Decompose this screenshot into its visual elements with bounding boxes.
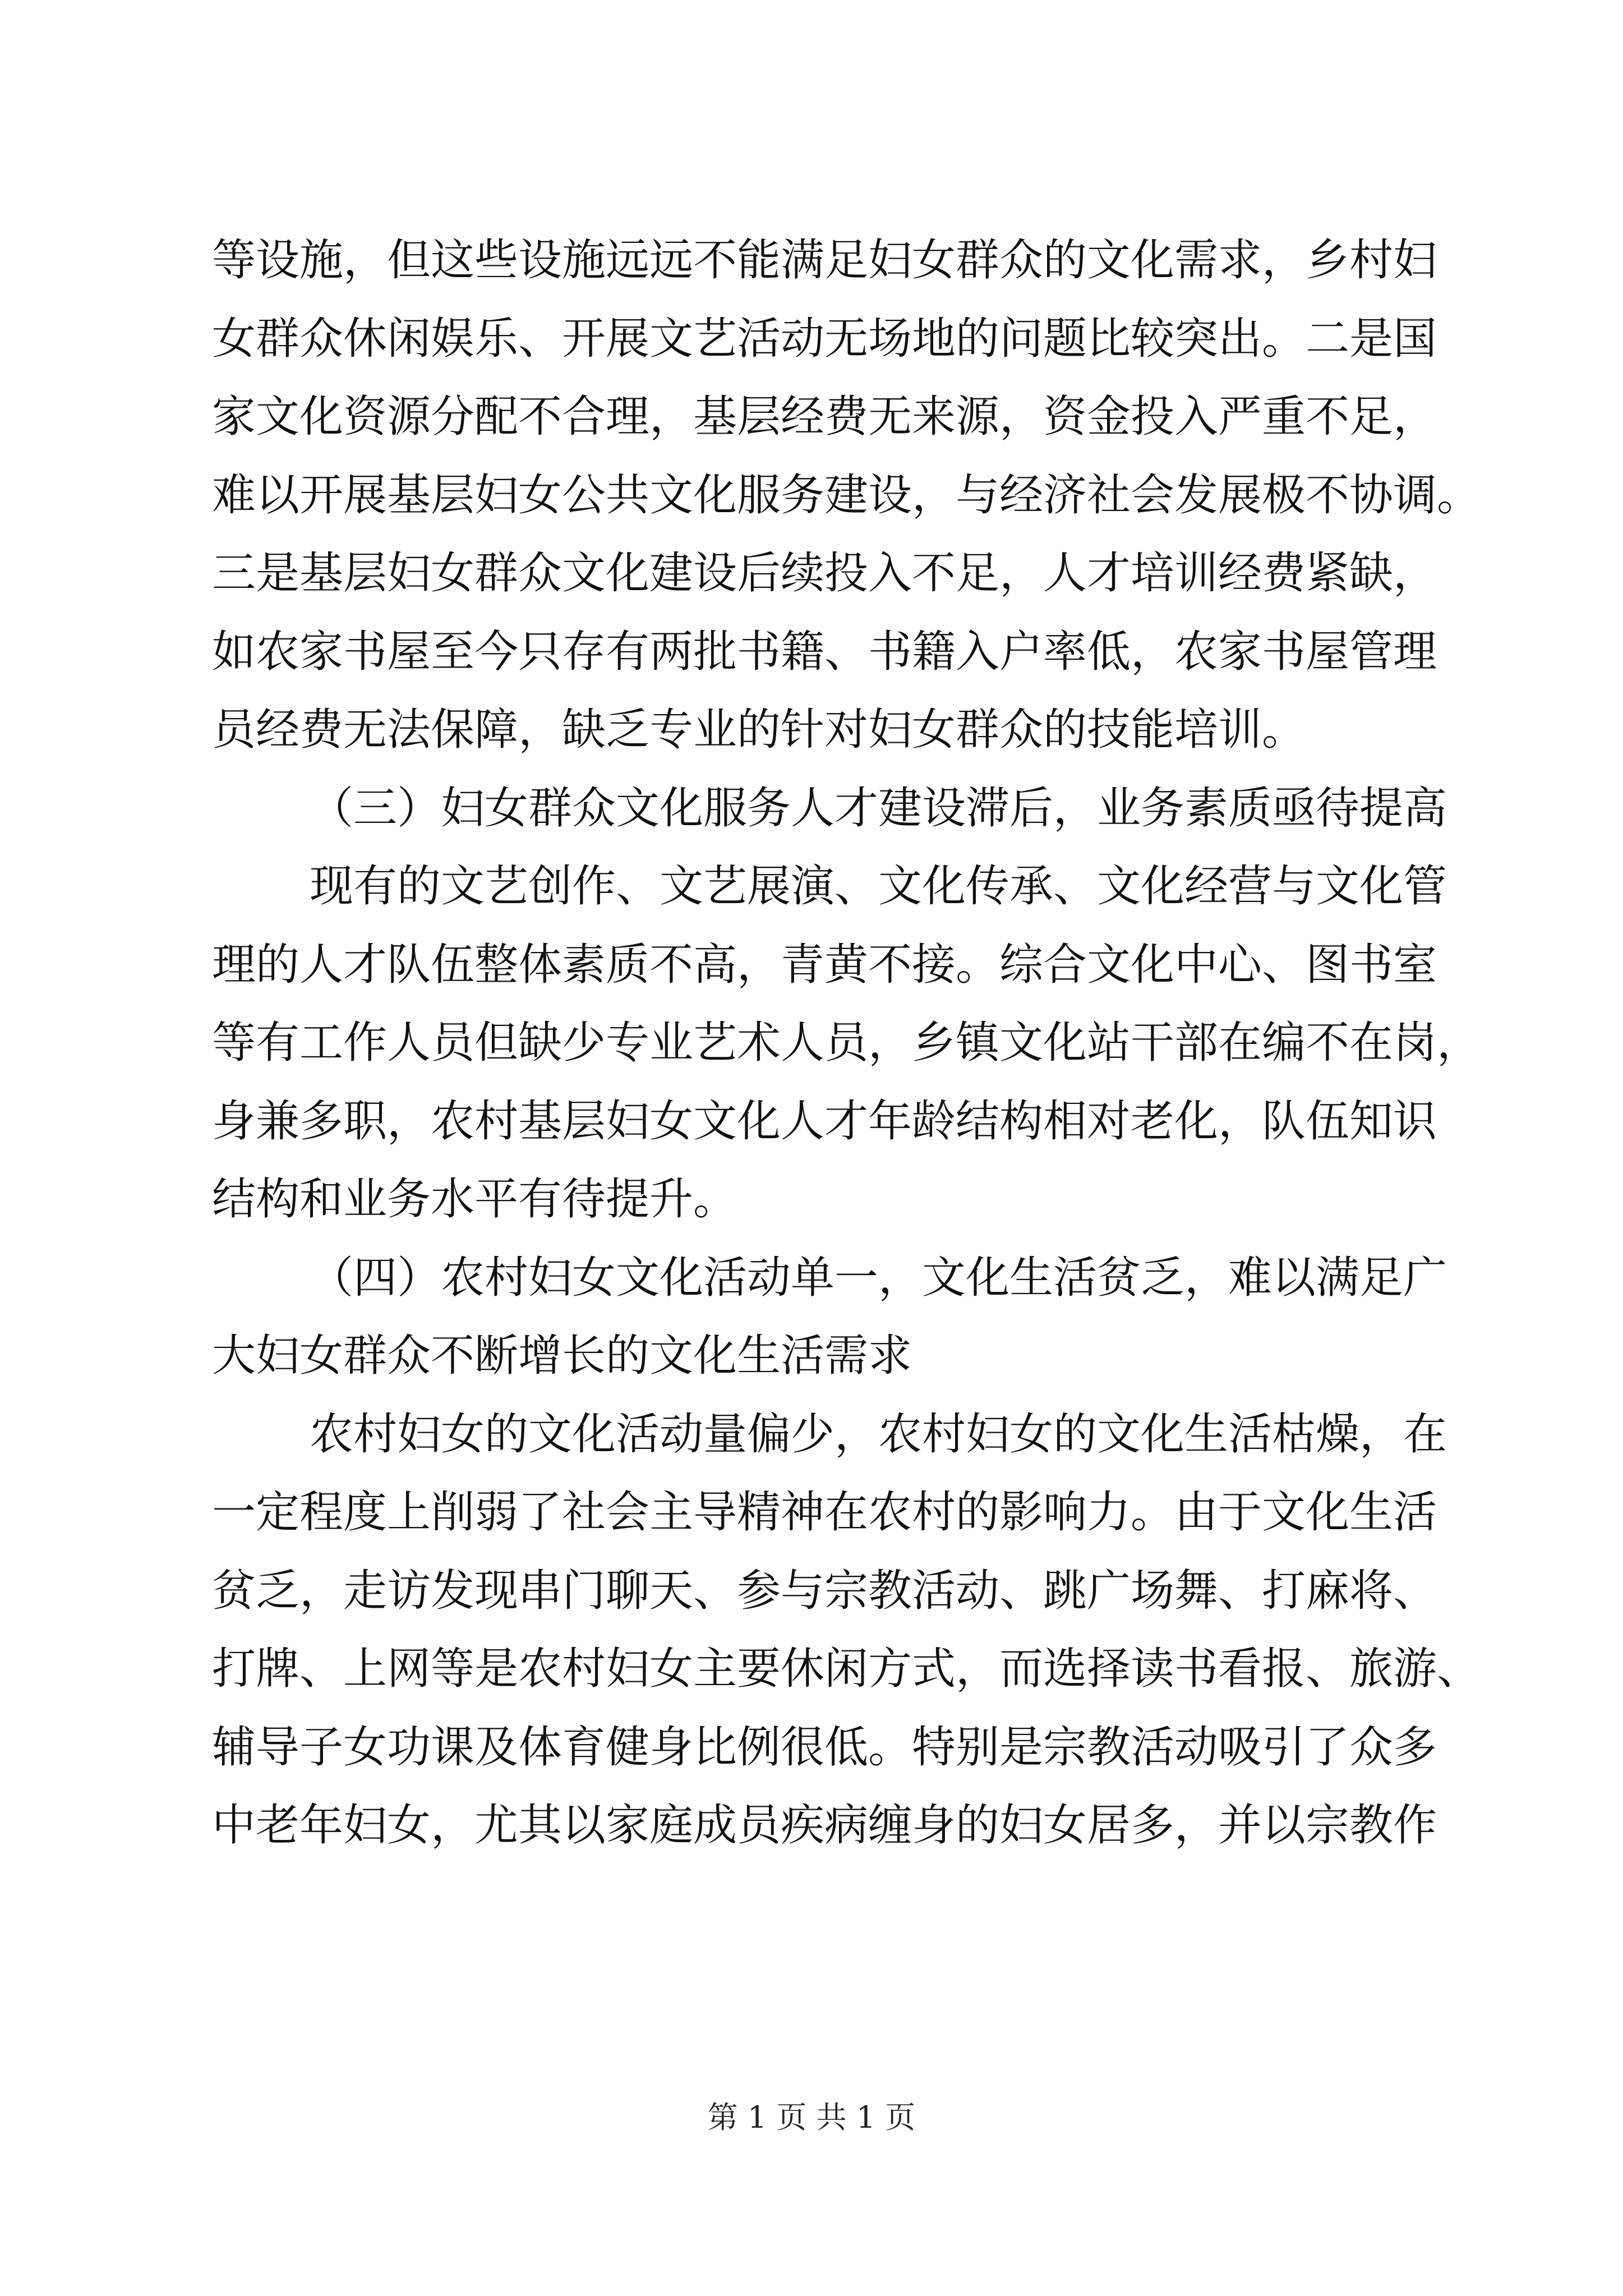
text-line: 理的人才队伍整体素质不高，青黄不接。综合文化中心、图书室 [212,939,1437,990]
text-line: 三是基层妇女群众文化建设后续投入不足，人才培训经费紧缺， [212,548,1437,599]
text-line: 等有工作人员但缺少专业艺术人员，乡镇文化站干部在编不在岗， [212,1018,1481,1068]
text-line: 结构和业务水平有待提升。 [212,1174,737,1225]
section-heading-3 [212,770,1447,848]
paragraph-facilities [212,222,1481,770]
document-body [212,222,1481,1865]
heading-line: （三）妇女群众文化服务人才建设滞后，业务素质亟待提高 [310,783,1447,834]
page-footer [0,2098,1623,2137]
heading-line: （四）农村妇女文化活动单一，文化生活贫乏，难以满足广 [310,1252,1447,1303]
text-line: 等设施，但这些设施远远不能满足妇女群众的文化需求，乡村妇 [212,235,1437,286]
paragraph-activities [212,1396,1481,1865]
text-line: 一定程度上削弱了社会主导精神在农村的影响力。由于文化生活 [212,1487,1437,1538]
heading-line: 大妇女群众不断增长的文化生活需求 [212,1331,912,1381]
text-line: 辅导子女功课及体育健身比例很低。特别是宗教活动吸引了众多 [212,1722,1437,1773]
text-line: 家文化资源分配不合理，基层经费无来源，资金投入严重不足， [212,392,1437,442]
paragraph-talent [212,848,1481,1239]
section-heading-4 [212,1239,1447,1396]
text-line: 女群众休闲娱乐、开展文艺活动无场地的问题比较突出。二是国 [212,313,1437,364]
text-line: 农村妇女的文化活动量偏少，农村妇女的文化生活枯燥，在 [310,1409,1447,1460]
text-line: 贫乏，走访发现串门聊天、参与宗教活动、跳广场舞、打麻将、 [212,1565,1437,1616]
text-line: 身兼多职，农村基层妇女文化人才年龄结构相对老化，队伍知识 [212,1096,1437,1147]
text-line: 难以开展基层妇女公共文化服务建设，与经济社会发展极不协调。 [212,470,1481,521]
text-line: 现有的文艺创作、文艺展演、文化传承、文化经营与文化管 [310,861,1447,912]
text-line: 员经费无法保障，缺乏专业的针对妇女群众的技能培训。 [212,705,1306,755]
text-line: 如农家书屋至今只存有两批书籍、书籍入户率低，农家书屋管理 [212,626,1437,677]
text-line: 中老年妇女，尤其以家庭成员疾病缠身的妇女居多，并以宗教作 [212,1800,1437,1851]
page-number-label: 第 1 页 共 1 页 [707,2100,916,2135]
text-line: 打牌、上网等是农村妇女主要休闲方式，而选择读书看报、旅游、 [212,1644,1481,1694]
